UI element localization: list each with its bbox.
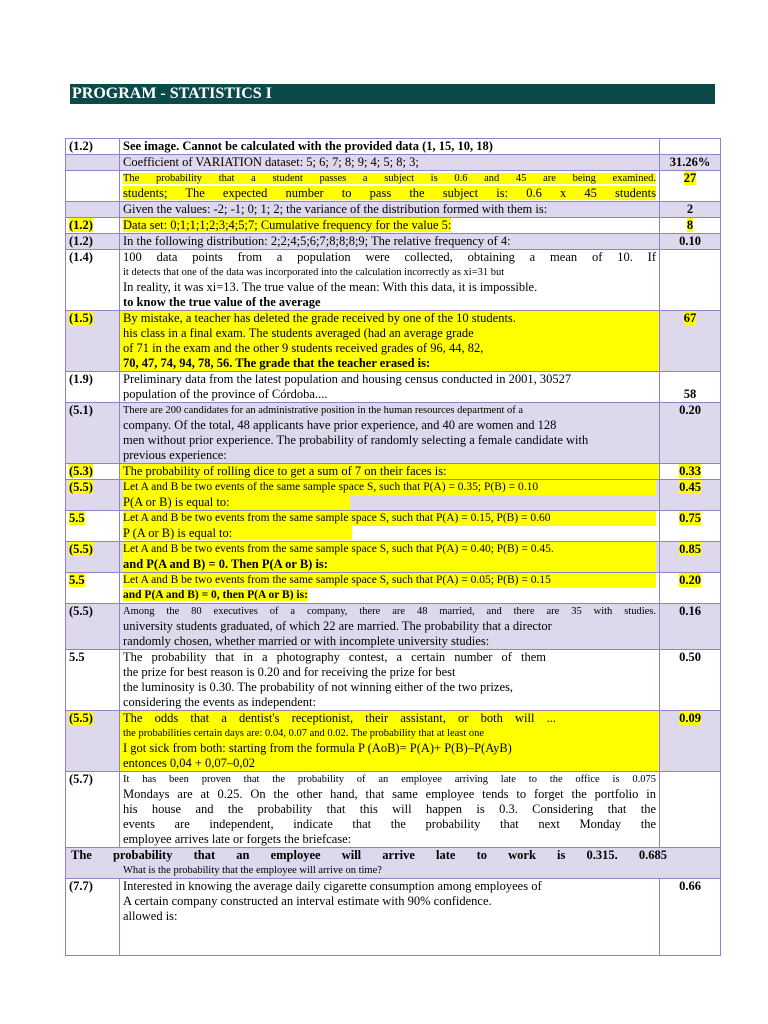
answer-cell: 58	[660, 372, 721, 403]
table-row	[66, 171, 721, 202]
question-line: company. Of the total, 48 applicants have prior experience, and 40 are women and 128	[123, 418, 557, 432]
question-cell	[120, 464, 660, 480]
item-number: (5.1)	[66, 403, 120, 464]
question-line: By mistake, a teacher has deleted the grade received by one of the 10 students.	[123, 311, 516, 325]
table-row	[66, 480, 721, 511]
conclusion-line: The probability that an employee will arrive late to work is 0.315. 0.685	[71, 848, 667, 862]
question-cell	[120, 403, 660, 464]
table-row	[66, 604, 721, 650]
question-line: See image. Cannot be calculated with the provided data (1, 15, 10, 18)	[123, 139, 493, 153]
table-row	[66, 139, 721, 155]
question-line: Interested in knowing the average daily cigarette consumption among employees of	[123, 879, 542, 893]
item-number	[66, 171, 120, 202]
item-number: (5.5)	[66, 480, 120, 511]
question-line: and P(A and B) = 0, then P(A or B) is:	[123, 589, 308, 601]
question-line: 70, 47, 74, 94, 78, 56. The grade that the teacher erased is:	[123, 356, 431, 370]
item-number: 5.5	[66, 511, 120, 542]
question-cell	[120, 234, 660, 250]
item-number: 5.5	[66, 650, 120, 711]
table-row	[66, 848, 721, 879]
question-line: the luminosity is 0.30. The probability of not winning either of the two prizes,	[123, 680, 513, 694]
answer-value: 8	[686, 218, 694, 232]
answer-cell: 0.50	[660, 650, 721, 711]
table-row	[66, 155, 721, 171]
item-number	[66, 202, 120, 218]
question-line: randomly chosen, whether married or with incomplete university studies:	[123, 634, 490, 648]
question-line: The probability that in a photography contest, a certain number of them	[123, 650, 546, 664]
item-number: (5.5)	[66, 604, 120, 650]
question-line: population of the province of Córdoba....	[123, 387, 328, 401]
item-number	[66, 155, 120, 171]
answer-cell	[660, 311, 721, 372]
item-number: (5.5)	[66, 711, 120, 772]
table-row	[66, 250, 721, 311]
question-line: and P(A and B) = 0. Then P(A or B) is:	[123, 557, 656, 572]
question-line: it detects that one of the data was incorporated into the calculation incorrectly as xi=31 but	[123, 267, 505, 278]
question-line: Let A and B be two events from the same sample space S, such that P(A) = 0.40; P(B) = 0.45.	[123, 542, 656, 557]
question-line: Data set: 0;1;1;1;2;3;4;5;7; Cumulative frequency for the value 5:	[123, 218, 452, 232]
item-number: (1.2)	[66, 234, 120, 250]
item-number: (5.7)	[66, 772, 120, 848]
answer-cell	[660, 542, 721, 573]
question-line: The odds that a dentist's receptionist, their assistant, or both will ...	[123, 711, 556, 725]
question-line: to know the true value of the average	[123, 295, 321, 309]
question-line: Given the values: -2; -1; 0; 1; 2; the variance of the distribution formed with them is:	[123, 202, 548, 216]
question-line: Preliminary data from the latest population and housing census conducted in 2001, 30527	[123, 372, 572, 386]
answer-value: 67	[683, 311, 697, 325]
item-number: (1.5)	[66, 311, 120, 372]
question-line: previous experience:	[123, 448, 227, 462]
question-line: P (A or B) is equal to:	[123, 526, 352, 540]
answer-cell	[660, 139, 721, 155]
question-line: university students graduated, of which 22 are married. The probability that a director	[123, 619, 552, 633]
table-row	[66, 711, 721, 772]
item-number: (1.2)	[66, 218, 120, 234]
question-line: In the following distribution: 2;2;4;5;6;7;8;8;8;9; The relative frequency of 4:	[123, 234, 511, 248]
question-cell	[120, 250, 660, 311]
item-number: (5.3)	[66, 464, 120, 480]
question-line: The probability that a student passes a subject is 0.6 and 45 are being examined.	[123, 173, 656, 184]
question-cell	[120, 139, 660, 155]
question-line: Let A and B be two events from the same sample space S, such that P(A) = 0.15, P(B) = 0.60	[123, 511, 656, 526]
item-number: (1.2)	[66, 139, 120, 155]
answer-cell: 0.66	[660, 879, 721, 956]
question-cell	[120, 171, 660, 202]
question-line: The probability of rolling dice to get a sum of 7 on their faces is:	[123, 464, 447, 478]
question-line: his class in a final exam. The students averaged (had an average grade	[123, 326, 474, 340]
question-cell	[120, 772, 660, 848]
question-cell	[120, 480, 660, 511]
question-line: events are independent, indicate that the probability that next Monday the	[123, 817, 656, 831]
answer-value: 0.09	[679, 711, 701, 725]
table-row	[66, 542, 721, 573]
answer-cell	[660, 250, 721, 311]
question-line: Coefficient of VARIATION dataset: 5; 6; 7; 8; 9; 4; 5; 8; 3;	[123, 155, 419, 169]
conclusion-cell	[66, 848, 721, 879]
answer-cell	[660, 464, 721, 480]
answer-value: 0.75	[679, 511, 701, 525]
item-number: (1.4)	[66, 250, 120, 311]
table-row	[66, 573, 721, 604]
answer-value: 0.20	[679, 573, 701, 587]
answer-value: 27	[683, 171, 697, 185]
answer-value: 0.85	[679, 542, 701, 556]
question-line: Let A and B be two events of the same sample space S, such that P(A) = 0.35; P(B) = 0.10	[123, 480, 656, 495]
question-line: 100 data points from a population were collected, obtaining a mean of 10. If	[123, 250, 656, 264]
question-line: students; The expected number to pass the subject is: 0.6 x 45 students	[123, 186, 656, 200]
answer-cell: 0.10	[660, 234, 721, 250]
question-line: There are 200 candidates for an administrative position in the human resources department of a	[123, 405, 524, 416]
page-title: PROGRAM - STATISTICS I	[70, 84, 715, 104]
question-line: employee arrives late or forgets the briefcase:	[123, 832, 352, 846]
question-line: the probabilities certain days are: 0.04, 0.07 and 0.02. The probability that at least one	[123, 728, 485, 739]
table-row	[66, 311, 721, 372]
question-line: In reality, it was xi=13. The true value of the mean: With this data, it is impossible.	[123, 280, 538, 294]
item-number: (1.9)	[66, 372, 120, 403]
conclusion-subline: What is the probability that the employee will arrive on time?	[123, 865, 382, 876]
question-cell	[120, 311, 660, 372]
statistics-table	[65, 138, 721, 956]
question-line: allowed is:	[123, 909, 178, 923]
question-line: entonces 0,04 + 0,07–0,02	[123, 756, 256, 770]
table-row	[66, 879, 721, 956]
question-cell	[120, 604, 660, 650]
question-cell	[120, 573, 660, 604]
question-line: Among the 80 executives of a company, there are 48 married, and there are 35 with studies.	[123, 606, 656, 617]
answer-cell	[660, 511, 721, 542]
item-number: 5.5	[66, 573, 120, 604]
question-line: the prize for best reason is 0.20 and for receiving the prize for best	[123, 665, 456, 679]
question-line: Mondays are at 0.25. On the other hand, that same employee tends to forget the portfolio in	[123, 787, 656, 801]
table-row	[66, 403, 721, 464]
answer-cell	[660, 573, 721, 604]
question-cell	[120, 711, 660, 772]
table-row	[66, 511, 721, 542]
table-row	[66, 650, 721, 711]
answer-cell: 0.16	[660, 604, 721, 650]
answer-cell	[660, 171, 721, 202]
answer-cell	[660, 480, 721, 511]
question-line: men without prior experience. The probability of randomly selecting a female candidate with	[123, 433, 589, 447]
item-number: (7.7)	[66, 879, 120, 956]
question-cell	[120, 372, 660, 403]
question-line: his house and the probability that this will happen is 0.3. Considering that the	[123, 802, 656, 816]
answer-cell	[660, 218, 721, 234]
question-line: P(A or B) is equal to:	[123, 495, 350, 509]
table-row	[66, 234, 721, 250]
question-line: Let A and B be two events from the same sample space S, such that P(A) = 0.05; P(B) = 0.15	[123, 573, 656, 588]
question-cell	[120, 650, 660, 711]
answer-cell	[660, 711, 721, 772]
question-cell	[120, 155, 660, 171]
question-line: A certain company constructed an interval estimate with 90% confidence.	[123, 894, 492, 908]
answer-cell: 2	[660, 202, 721, 218]
question-cell	[120, 511, 660, 542]
answer-value: 0.45	[679, 480, 701, 494]
question-cell	[120, 218, 660, 234]
table-row	[66, 202, 721, 218]
question-cell	[120, 879, 660, 956]
answer-cell: 31.26%	[660, 155, 721, 171]
table-row	[66, 464, 721, 480]
question-line: It has been proven that the probability of an employee arriving late to the office is 0.075	[123, 774, 656, 785]
question-cell	[120, 202, 660, 218]
answer-value: 0.33	[679, 464, 701, 478]
answer-cell	[660, 772, 721, 848]
question-line: of 71 in the exam and the other 9 students received grades of 96, 44, 82,	[123, 341, 484, 355]
question-cell	[120, 542, 660, 573]
question-line: I got sick from both: starting from the formula P (AoB)= P(A)+ P(B)–P(AyB)	[123, 741, 512, 755]
question-line: considering the events as independent:	[123, 695, 316, 709]
table-row	[66, 218, 721, 234]
table-row	[66, 772, 721, 848]
answer-cell: 0.20	[660, 403, 721, 464]
item-number: (5.5)	[66, 542, 120, 573]
table-row	[66, 372, 721, 403]
